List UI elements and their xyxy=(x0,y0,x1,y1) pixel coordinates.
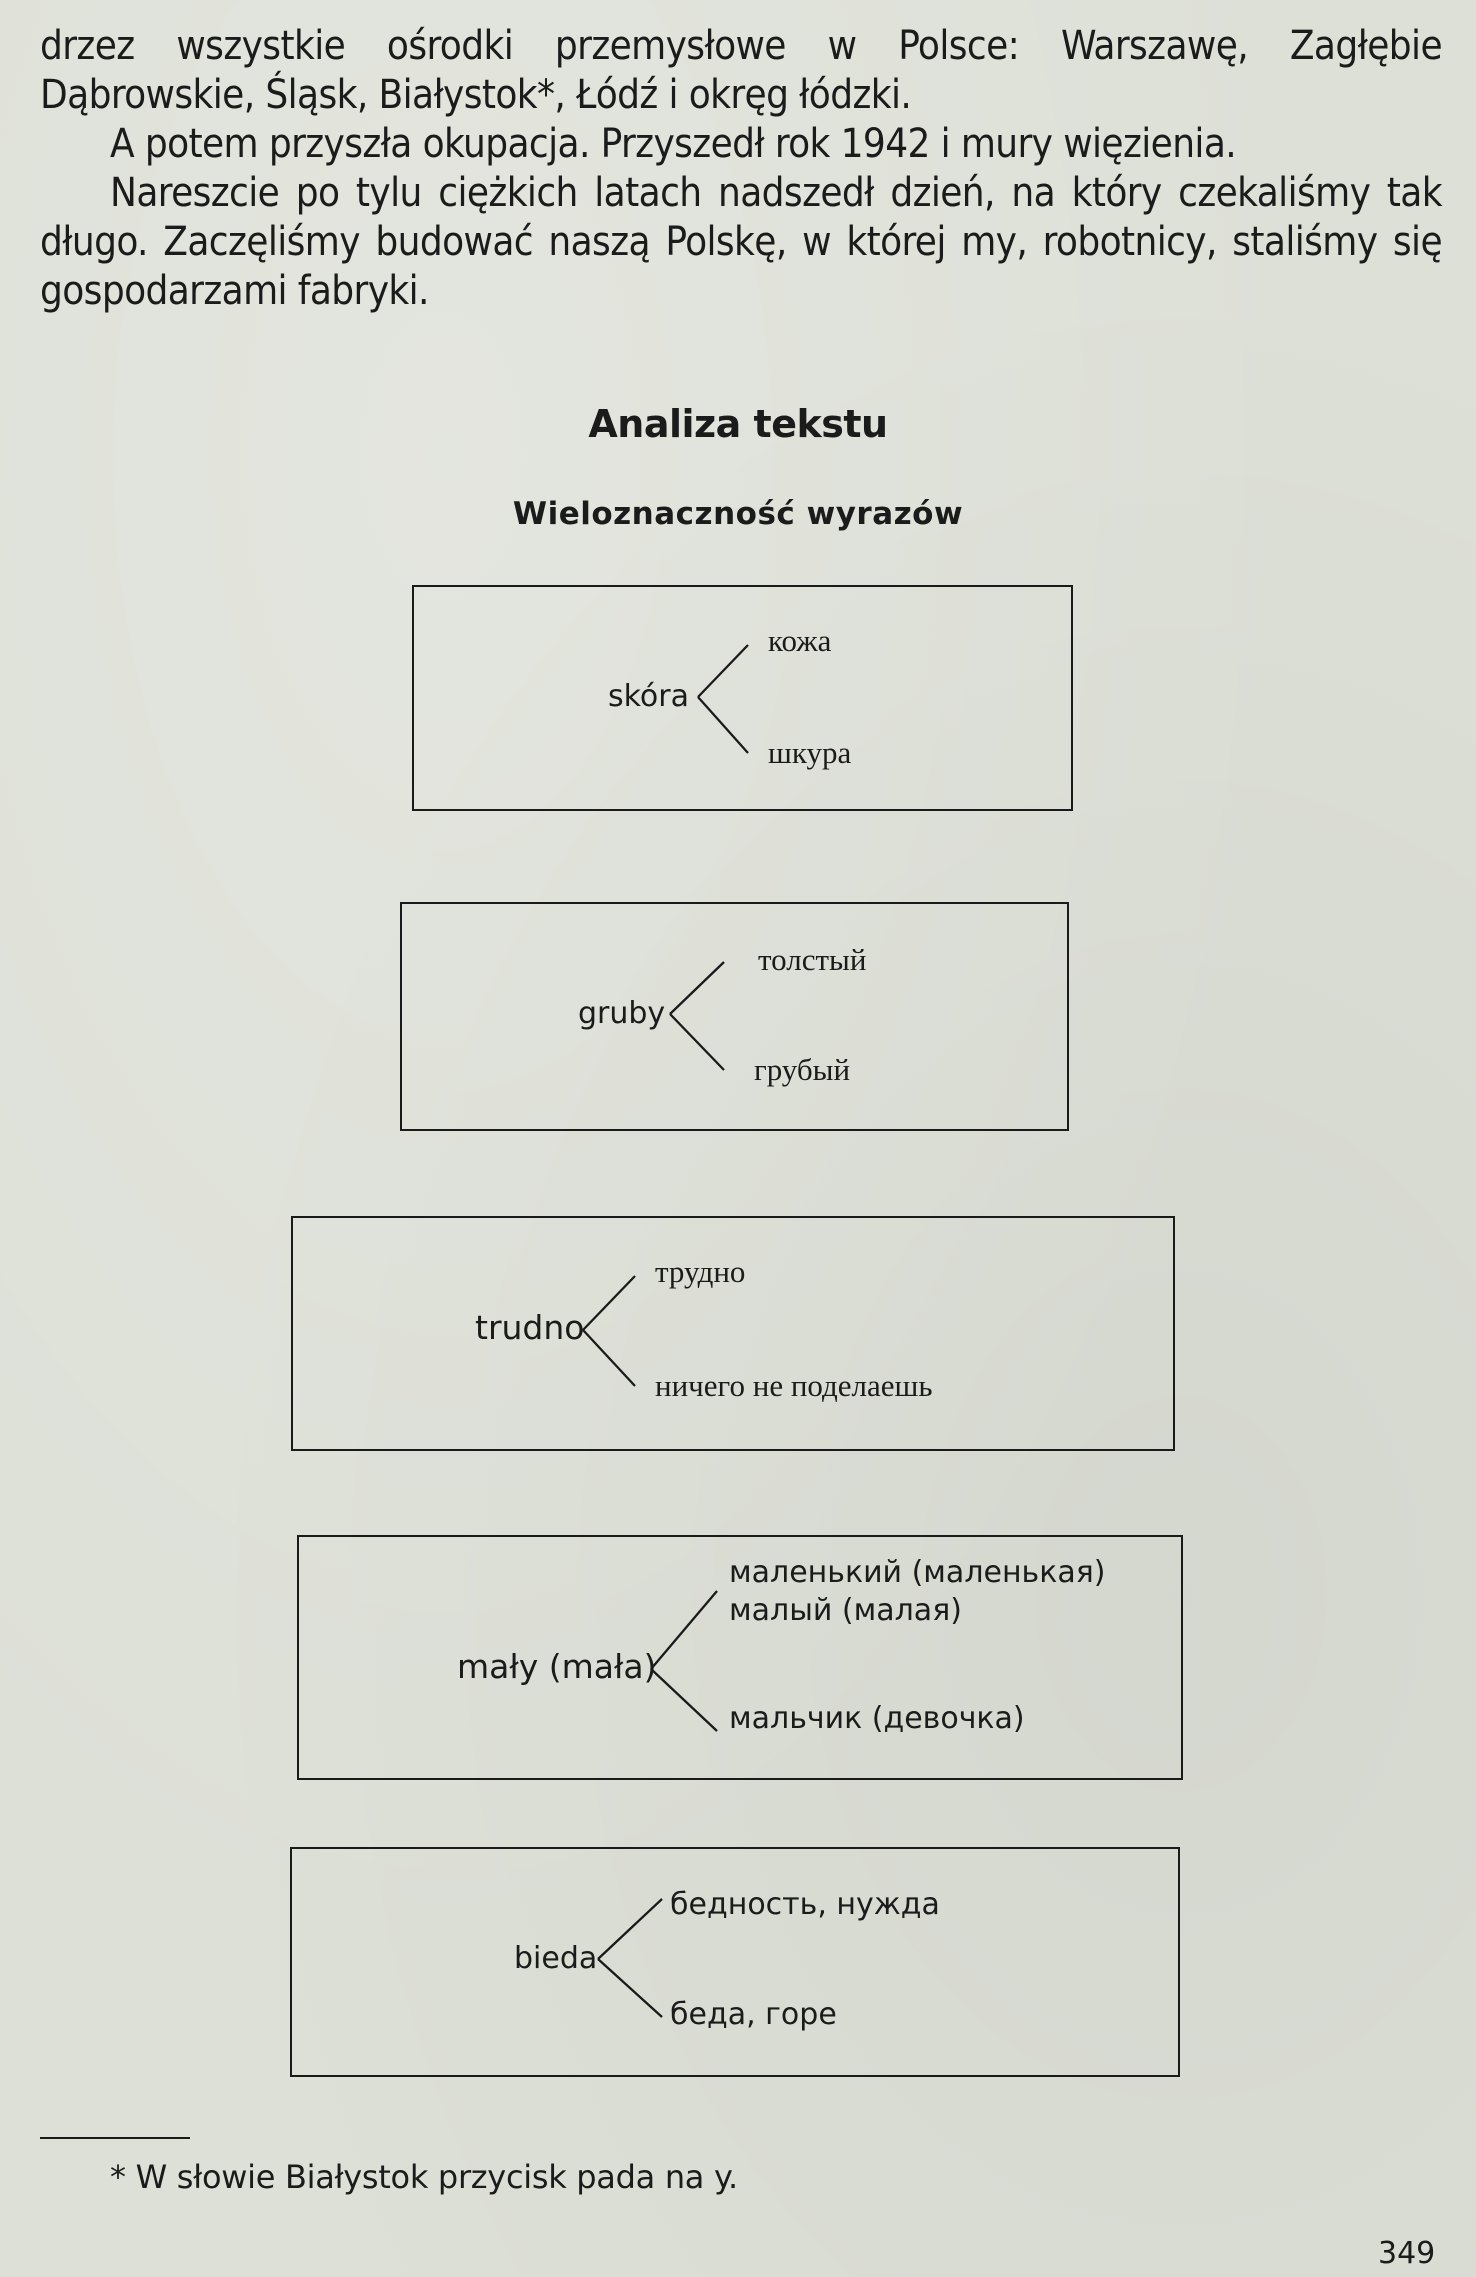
branch-lines xyxy=(651,1591,721,1741)
russian-meaning: шкура xyxy=(768,735,852,770)
russian-meaning: мальчик (девочка) xyxy=(729,1701,1025,1736)
meaning-box-gruby xyxy=(400,902,1069,1131)
russian-meaning: грубый xyxy=(754,1052,851,1087)
polish-word: trudno xyxy=(475,1308,585,1347)
polish-word: skóra xyxy=(608,679,690,714)
russian-meaning: малый (малая) xyxy=(729,1593,962,1628)
russian-meaning: ничего не поделаешь xyxy=(655,1368,933,1403)
meaning-box-skora xyxy=(412,585,1073,811)
polish-word: bieda xyxy=(514,1941,598,1976)
paragraph-1: drzez wszystkie ośrodki przemysłowe w Polsce: Warszawę, Zagłębie Dąbrowskie, Śląsk, Białystok*, Łódź i okręg łódzki. xyxy=(40,23,1442,118)
paragraph-2: A potem przyszła okupacja. Przyszedł rok 1942 i mury więzienia. xyxy=(110,121,1237,167)
polish-word: gruby xyxy=(578,996,666,1031)
branch-lines xyxy=(583,1260,639,1390)
russian-meaning: кожа xyxy=(768,623,832,658)
page-number: 349 xyxy=(1378,2236,1436,2271)
russian-meaning: трудно xyxy=(655,1254,746,1289)
meaning-box-trudno xyxy=(291,1216,1175,1451)
russian-meaning: бедность, нужда xyxy=(670,1887,940,1922)
polish-word: mały (mała) xyxy=(457,1647,657,1686)
subsection-title: Wieloznaczność wyrazów xyxy=(512,496,964,532)
meaning-box-bieda xyxy=(290,1847,1180,2077)
footnote: * W słowie Białystok przycisk pada na y. xyxy=(110,2158,738,2196)
section-title: Analiza tekstu xyxy=(588,402,888,446)
russian-meaning: маленький (маленькая) xyxy=(729,1555,1106,1590)
russian-meaning: беда, горе xyxy=(670,1997,837,2032)
branch-lines xyxy=(598,1893,668,2023)
meaning-box-maly xyxy=(297,1535,1183,1780)
branch-lines xyxy=(670,944,726,1074)
russian-meaning: толстый xyxy=(758,942,867,977)
branch-lines xyxy=(698,627,748,757)
paragraph-3: Nareszcie po tylu ciężkich latach nadszedł dzień, na który czekaliśmy tak długo. Zaczęliśmy budować naszą Polskę, w której my, robotnicy, staliśmy się gospodarzami fabryki. xyxy=(40,170,1442,314)
footnote-rule xyxy=(40,2137,190,2139)
